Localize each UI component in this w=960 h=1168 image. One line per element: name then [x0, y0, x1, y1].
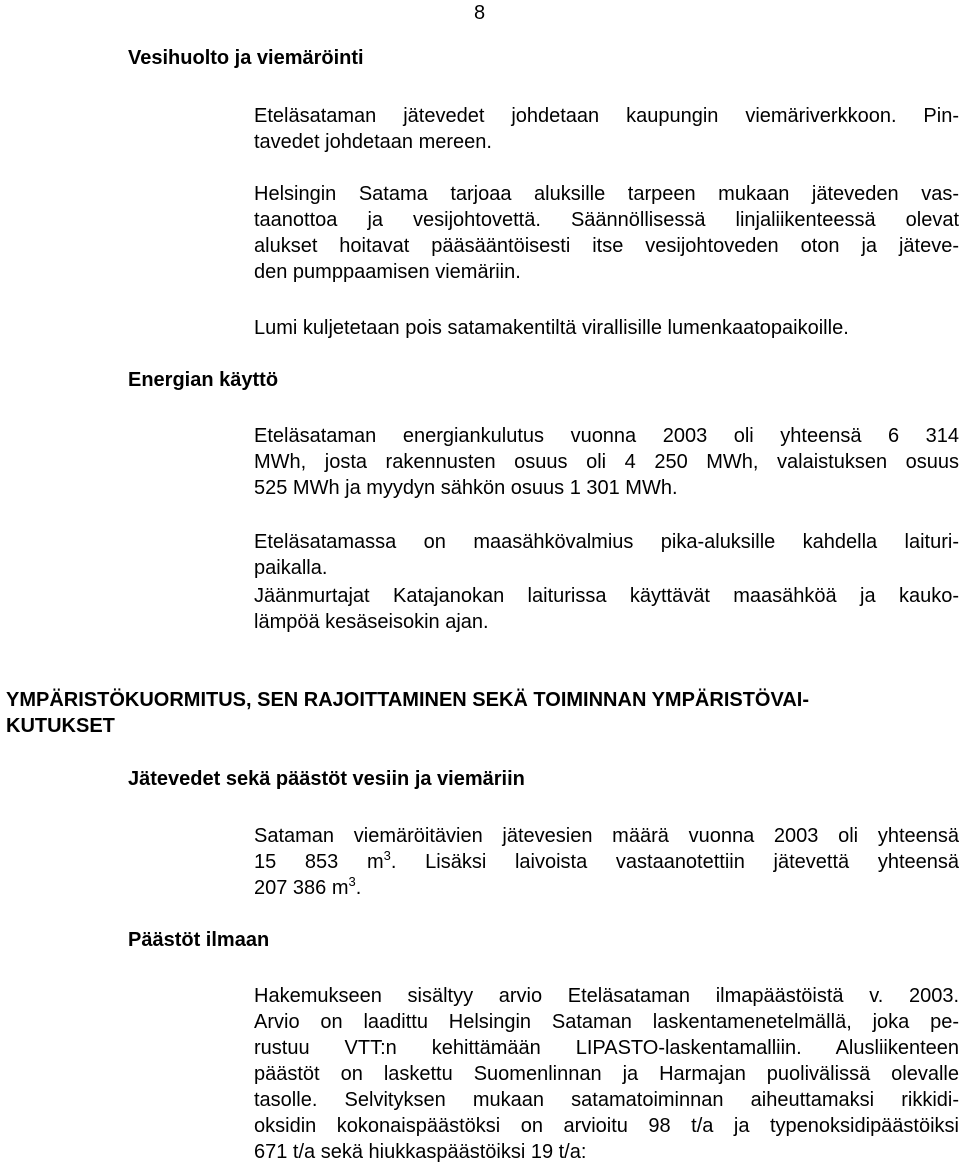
paragraph-wastewater-routing: [254, 103, 959, 155]
text-line: Lumi kuljetetaan pois satamakentiltä virallisille lumenkaatopaikoille.: [254, 317, 849, 339]
superscript-cubic: 3: [348, 874, 356, 889]
text-line: päästöt on laskettu Suomenlinnan ja Harmajan puolivälissä olevalle: [254, 1063, 959, 1085]
text-line: [254, 875, 959, 901]
text-line: tavedet johdetaan mereen.: [254, 131, 492, 153]
text-line: taanottoa ja vesijohtovettä. Säännöllisessä linjaliikenteessä olevat: [254, 209, 959, 231]
text-line: 671 t/a sekä hiukkaspäästöiksi 19 t/a:: [254, 1141, 587, 1163]
text-line: Arvio on laadittu Helsingin Sataman laskentamenetelmällä, joka pe-: [254, 1011, 959, 1033]
text-line: rustuu VTT:n kehittämään LIPASTO-laskentamalliin. Alusliikenteen: [254, 1037, 959, 1059]
subheading-wastewater: Jätevedet sekä päästöt vesiin ja viemäriin: [128, 768, 525, 790]
text-line: Eteläsataman jätevedet johdetaan kaupungin viemäriverkkoon. Pin-: [254, 105, 959, 127]
paragraph-icebreakers: [254, 583, 959, 635]
text-fragment: .: [355, 877, 362, 899]
text-fragment: . Lisäksi laivoista vastaanotettiin jätevettä yhteensä: [390, 851, 960, 873]
main-heading-environmental-load: [6, 687, 959, 739]
text-line: Hakemukseen sisältyy arvio Eteläsataman ilmapäästöistä v. 2003.: [254, 985, 959, 1007]
text-line: den pumppaamisen viemäriin.: [254, 261, 521, 283]
text-line: lämpöä kesäseisokin ajan.: [254, 611, 489, 633]
page-number: 8: [474, 2, 486, 24]
volume-value: 207 386 m: [254, 877, 349, 899]
text-line: Eteläsatamassa on maasähkövalmius pika-aluksille kahdella laituri-: [254, 531, 959, 553]
text-line: alukset hoitavat pääsääntöisesti itse vesijohtoveden oton ja jäteve-: [254, 235, 959, 257]
text-line: paikalla.: [254, 557, 328, 579]
text-line: Helsingin Satama tarjoaa aluksille tarpeen mukaan jäteveden vas-: [254, 183, 959, 205]
text-line: tasolle. Selvityksen mukaan satamatoiminnan aiheuttamaksi rikkidi-: [254, 1089, 959, 1111]
section-heading-water-supply: Vesihuolto ja viemäröinti: [128, 47, 364, 69]
text-line: Eteläsataman energiankulutus vuonna 2003 oli yhteensä 6 314: [254, 425, 959, 447]
text-line: oksidin kokonaispäästöksi on arvioitu 98 t/a ja typenoksidipäästöiksi: [254, 1115, 959, 1137]
main-heading-line: KUTUKSET: [6, 715, 115, 737]
section-heading-energy-use: Energian käyttö: [128, 369, 279, 391]
paragraph-wastewater-volume: [254, 823, 959, 901]
superscript-cubic: 3: [383, 848, 391, 863]
paragraph-ship-services: [254, 181, 959, 285]
text-line: MWh, josta rakennusten osuus oli 4 250 MWh, valaistuksen osuus: [254, 451, 959, 473]
section-heading-air-emissions: Päästöt ilmaan: [128, 929, 270, 951]
paragraph-shore-power: [254, 529, 959, 581]
text-line: Sataman viemäröitävien jätevesien määrä vuonna 2003 oli yhteensä: [254, 825, 959, 847]
text-line: Jäänmurtajat Katajanokan laiturissa käyttävät maasähköä ja kauko-: [254, 585, 959, 607]
volume-value: 15 853 m: [254, 851, 384, 873]
paragraph-energy-consumption: [254, 423, 959, 501]
paragraph-snow-removal: [254, 315, 959, 341]
main-heading-line: YMPÄRISTÖKUORMITUS, SEN RAJOITTAMINEN SEKÄ TOIMINNAN YMPÄRISTÖVAI-: [6, 689, 809, 711]
text-line: 525 MWh ja myydyn sähkön osuus 1 301 MWh.: [254, 477, 678, 499]
text-line: [254, 849, 959, 875]
paragraph-air-emissions: [254, 983, 959, 1165]
